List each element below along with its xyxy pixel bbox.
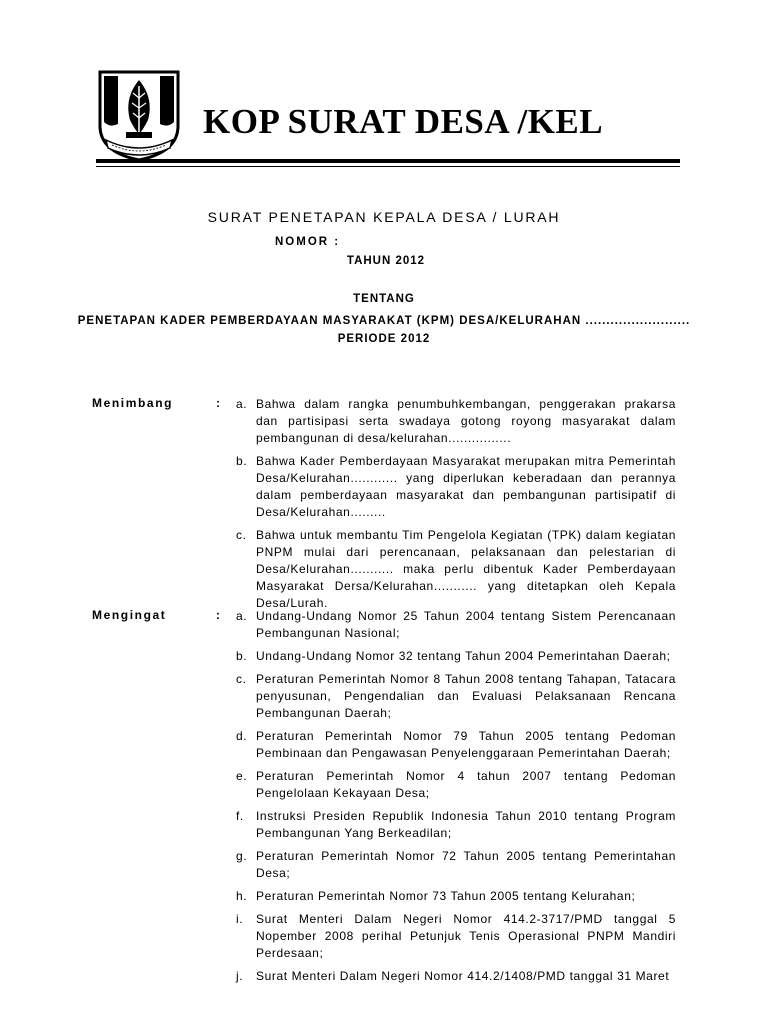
decree-year: TAHUN 2012 [346,255,426,267]
list-item-text: Peraturan Pemerintah Nomor 72 Tahun 2005 tentang Pemerintahan Desa; [256,849,676,880]
list-marker: j. [236,969,244,983]
list-item-text: Surat Menteri Dalam Negeri Nomor 414.2-3717/PMD tanggal 5 Nopember 2008 perihal Petunjuk Tenis Operasional PNPM Mandiri Perdesaan; [256,912,676,960]
decree-period: PERIODE 2012 [337,333,431,345]
list-item-text: Peraturan Pemerintah Nomor 4 tahun 2007 tentang Pedoman Pengelolaan Kekayaan Desa; [256,769,676,800]
considering-list [236,396,676,618]
list-item-text: Undang-Undang Nomor 32 tentang Tahun 2004 Pemerintahan Daerah; [256,649,671,663]
legal-basis-list [236,608,676,991]
list-marker: d. [236,729,248,743]
decree-about-label: TENTANG [353,293,415,305]
list-item-text: Bahwa Kader Pemberdayaan Masyarakat merupakan mitra Pemerintah Desa/Kelurahan............ yang diperlukan keberadaan dan perannya dalam pemberdayaan masyarakat dan pembangunan partisipatif di Desa/Kelurahan......... [256,454,676,519]
letterhead-rule-thin [96,166,680,167]
list-item [236,728,676,762]
list-item [236,768,676,802]
list-item [236,808,676,842]
list-marker: b. [236,649,248,663]
list-item [236,671,676,722]
list-item [236,648,676,665]
list-marker: a. [236,609,248,623]
list-item [236,888,676,905]
list-item [236,968,676,985]
list-item-text: Peraturan Pemerintah Nomor 8 Tahun 2008 tentang Tahapan, Tatacara penyusunan, Pengendalian dan Evaluasi Pelaksanaan Rencana Pembangunan Daerah; [256,672,676,720]
list-marker: b. [236,454,248,468]
decree-number: NOMOR : [275,236,341,248]
list-marker: h. [236,889,248,903]
regional-emblem-icon [96,68,182,164]
list-item-text: Bahwa untuk membantu Tim Pengelola Kegiatan (TPK) dalam kegiatan PNPM mulai dari perencanaan, pelaksanaan dan pelestarian di Desa/Kelurahan........... maka perlu dibentuk Kader Pemberdayaan Masyarakat Dersa/Kelurahan........... yang ditetapkan oleh Kepala Desa/Lurah. [256,528,676,610]
section-label: Menimbang [92,396,174,410]
list-item-text: Bahwa dalam rangka penumbuhkembangan, penggerakan prakarsa dan partisipasi serta swadaya gotong royong masyarakat dalam pembangunan di desa/kelurahan................ [256,397,676,445]
letterhead-title: KOP SURAT DESA /KEL [203,102,604,141]
list-marker: e. [236,769,248,783]
list-item [236,453,676,521]
letterhead-rule-thick [96,159,680,163]
section-label: Mengingat [92,608,167,622]
list-marker: f. [236,809,244,823]
list-item [236,527,676,612]
list-item-text: Peraturan Pemerintah Nomor 73 Tahun 2005 tentang Kelurahan; [256,889,636,903]
list-item-text: Instruksi Presiden Republik Indonesia Tahun 2010 tentang Program Pembangunan Yang Berkeadilan; [256,809,676,840]
section-colon: : [216,608,220,622]
list-marker: a. [236,397,248,411]
list-marker: i. [236,912,244,926]
list-item-text: Peraturan Pemerintah Nomor 79 Tahun 2005 tentang Pedoman Pembinaan dan Pengawasan Penyelenggaraan Pemerintahan Daerah; [256,729,676,760]
list-item-text: Undang-Undang Nomor 25 Tahun 2004 tentang Sistem Perencanaan Pembangunan Nasional; [256,609,676,640]
list-marker: g. [236,849,248,863]
list-item [236,911,676,962]
list-item-text: Surat Menteri Dalam Negeri Nomor 414.2/1408/PMD tanggal 31 Maret [256,969,670,983]
list-item [236,608,676,642]
list-item [236,848,676,882]
list-item [236,396,676,447]
section-colon: : [216,396,220,410]
list-marker: c. [236,528,247,542]
list-marker: c. [236,672,247,686]
decree-subject: PENETAPAN KADER PEMBERDAYAAN MASYARAKAT (KPM) DESA/KELURAHAN ......................... [77,315,691,327]
decree-title: SURAT PENETAPAN KEPALA DESA / LURAH [207,209,561,225]
